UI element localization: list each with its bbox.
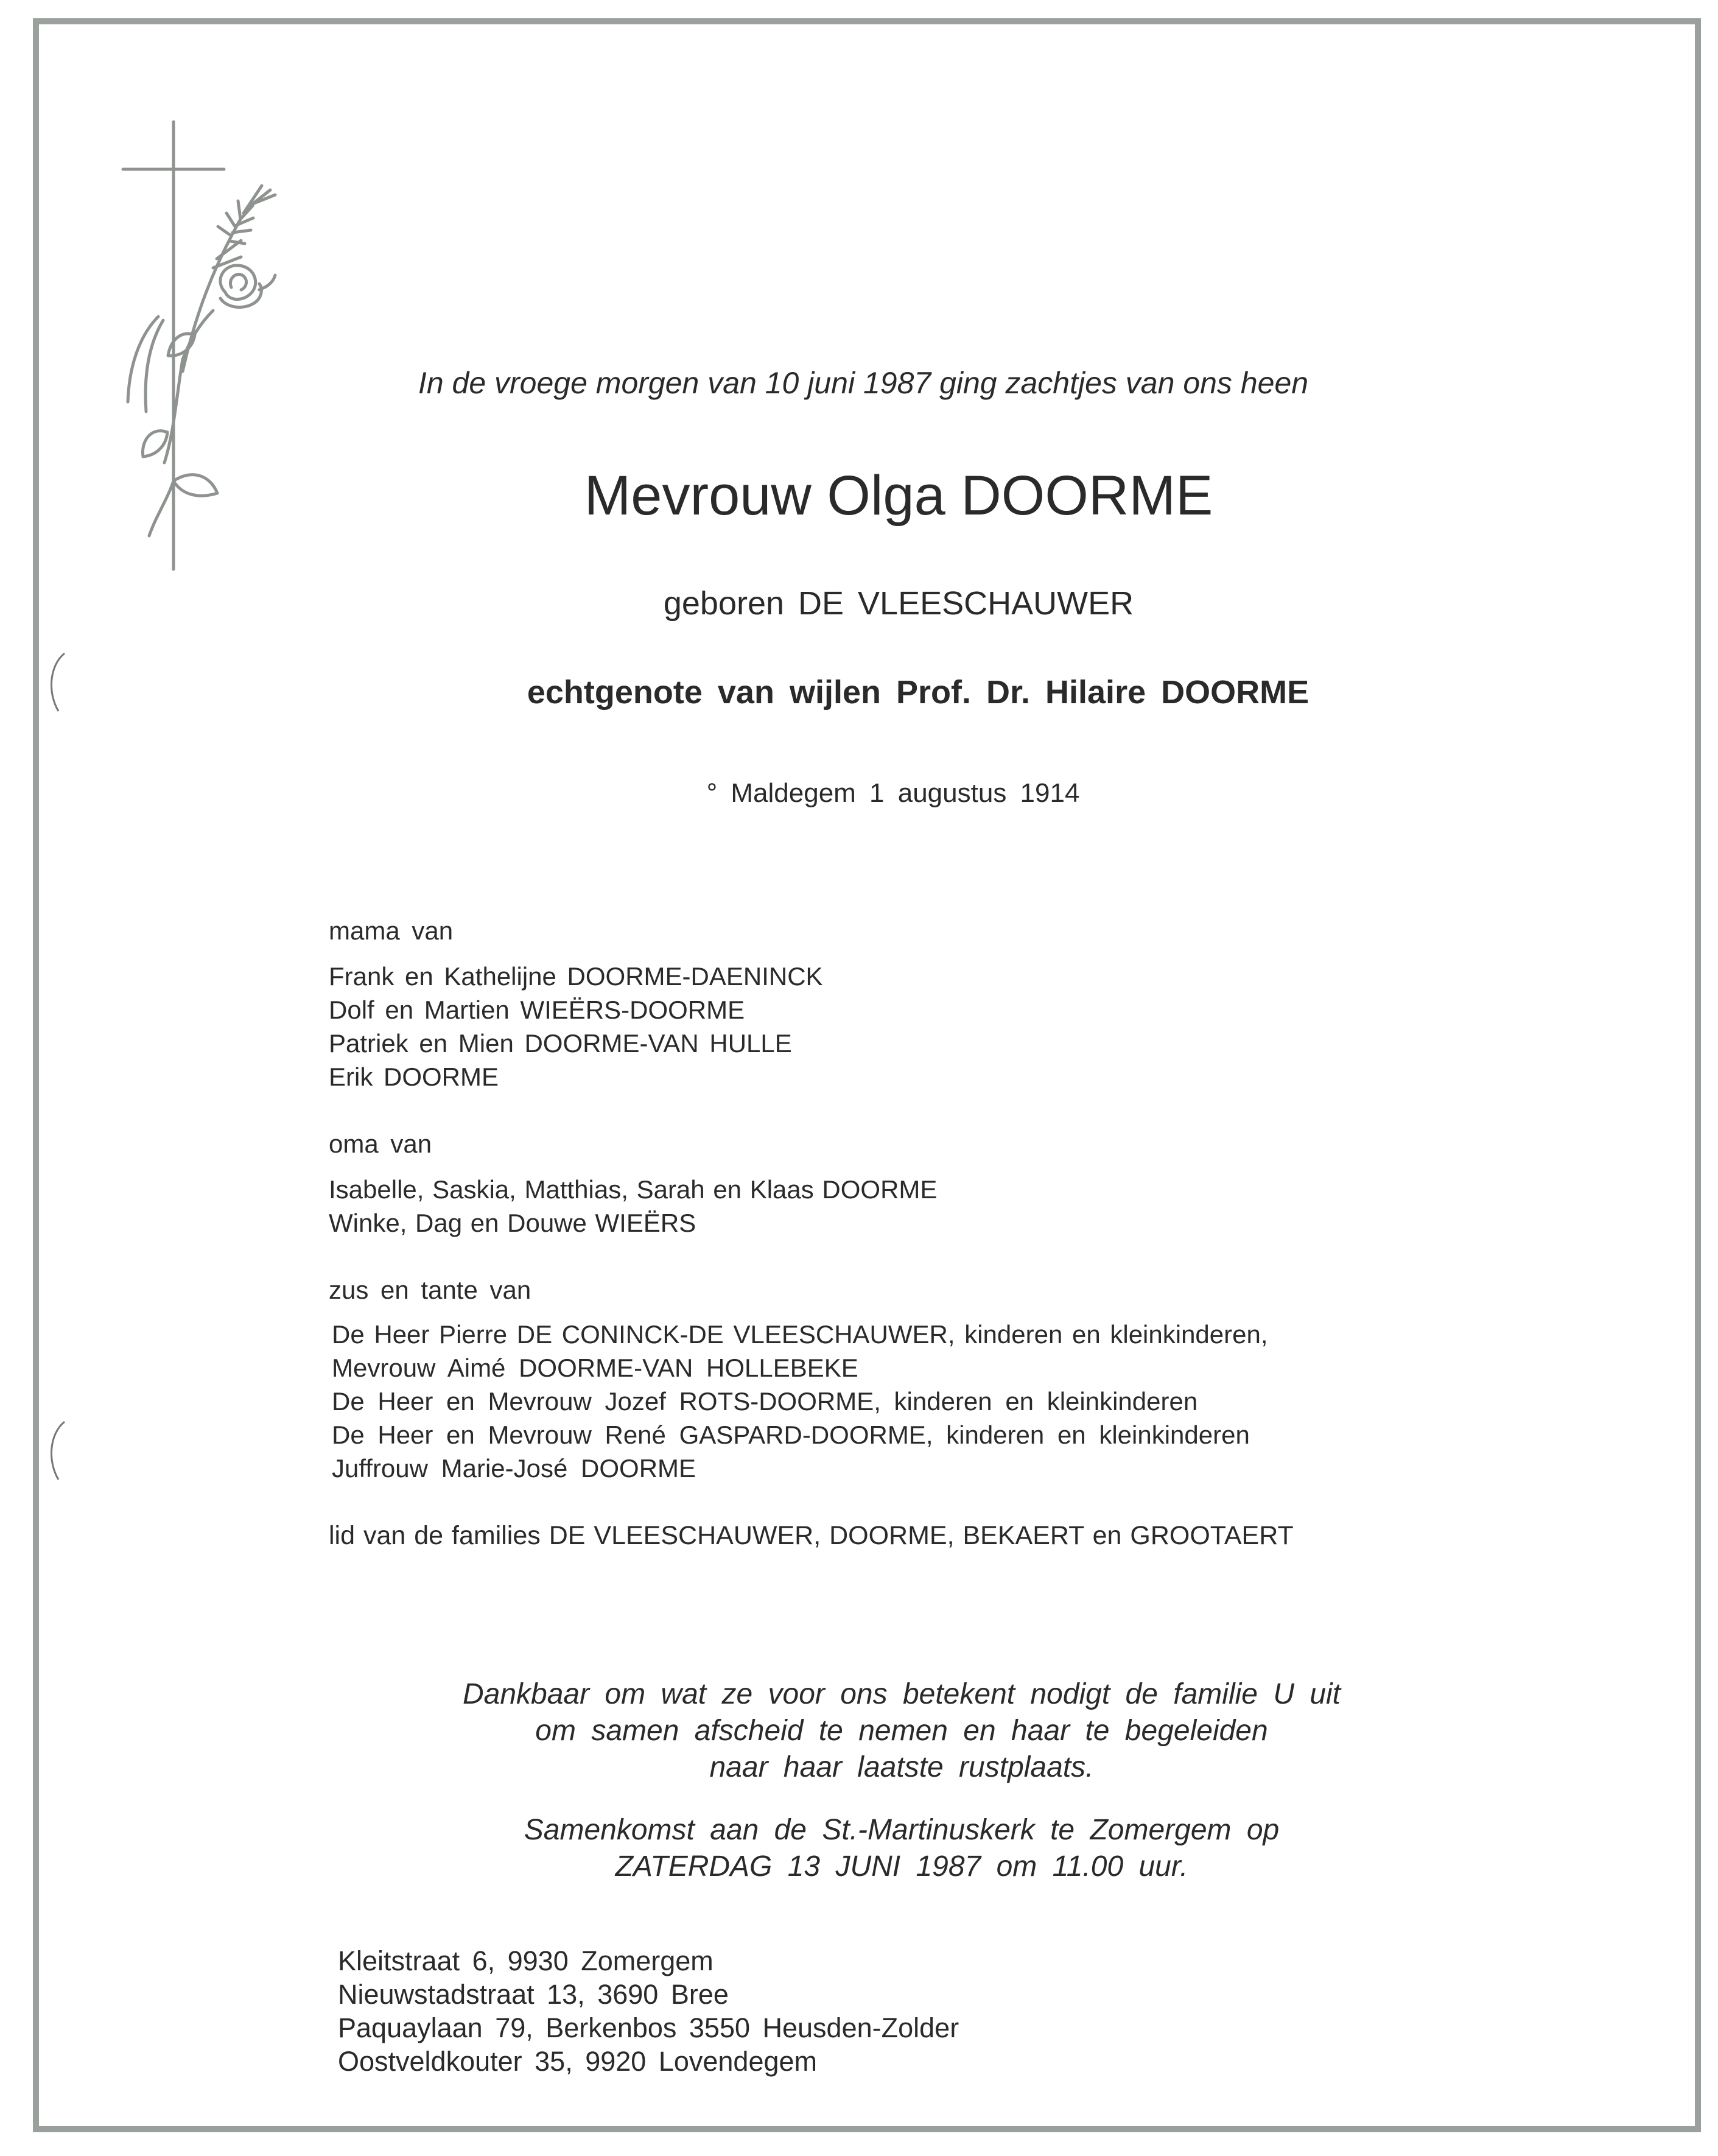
list-item: Isabelle, Saskia, Matthias, Sarah en Klaas DOORME <box>329 1175 938 1204</box>
list-item: Erik DOORME <box>329 1062 499 1091</box>
list-item: De Heer en Mevrouw Jozef ROTS-DOORME, kinderen en kleinkinderen <box>332 1387 1198 1416</box>
binder-hole-mark-icon <box>40 1419 71 1486</box>
gathering-line: Samenkomst aan de St.-Martinuskerk te Zomergem op <box>524 1814 1280 1846</box>
address-line: Kleitstraat 6, 9930 Zomergem <box>338 1945 713 1976</box>
list-item: De Heer en Mevrouw René GASPARD-DOORME, kinderen en kleinkinderen <box>332 1420 1250 1449</box>
list-item: Dolf en Martien WIEËRS-DOORME <box>329 995 745 1024</box>
grandmother-label: oma van <box>329 1129 432 1158</box>
address-line: Nieuwstadstraat 13, 3690 Bree <box>338 1979 729 2010</box>
address-line: Paquaylaan 79, Berkenbos 3550 Heusden-Zolder <box>338 2012 959 2043</box>
list-item: Frank en Kathelijne DOORME-DAENINCK <box>329 962 823 991</box>
families-line: lid van de families DE VLEESCHAUWER, DOORME, BEKAERT en GROOTAERT <box>329 1521 1294 1550</box>
invitation-line: naar haar laatste rustplaats. <box>709 1751 1094 1783</box>
birth-line: ° Maldegem 1 augustus 1914 <box>706 778 1080 808</box>
address-line: Oostveldkouter 35, 9920 Lovendegem <box>338 2046 818 2077</box>
sister-label: zus en tante van <box>329 1276 531 1304</box>
invitation-line: Dankbaar om wat ze voor ons betekent nodigt de familie U uit <box>462 1678 1341 1710</box>
gathering-line: ZATERDAG 13 JUNI 1987 om 11.00 uur. <box>615 1850 1188 1883</box>
mother-label: mama van <box>329 916 454 945</box>
invitation-line: om samen afscheid te nemen en haar te begeleiden <box>535 1715 1268 1747</box>
spouse-line: echtgenote van wijlen Prof. Dr. Hilaire DOORME <box>527 674 1310 711</box>
list-item: Winke, Dag en Douwe WIEËRS <box>329 1209 696 1237</box>
deceased-name: Mevrouw Olga DOORME <box>584 465 1213 527</box>
list-item: Patriek en Mien DOORME-VAN HULLE <box>329 1029 792 1058</box>
list-item: De Heer Pierre DE CONINCK-DE VLEESCHAUWER, kinderen en kleinkinderen, <box>332 1320 1268 1349</box>
list-item: Juffrouw Marie-José DOORME <box>332 1454 696 1483</box>
list-item: Mevrouw Aimé DOORME-VAN HOLLEBEKE <box>332 1354 858 1382</box>
intro-text: In de vroege morgen van 10 juni 1987 ging zachtjes van ons heen <box>418 366 1309 400</box>
maiden-name: geboren DE VLEESCHAUWER <box>663 585 1134 622</box>
